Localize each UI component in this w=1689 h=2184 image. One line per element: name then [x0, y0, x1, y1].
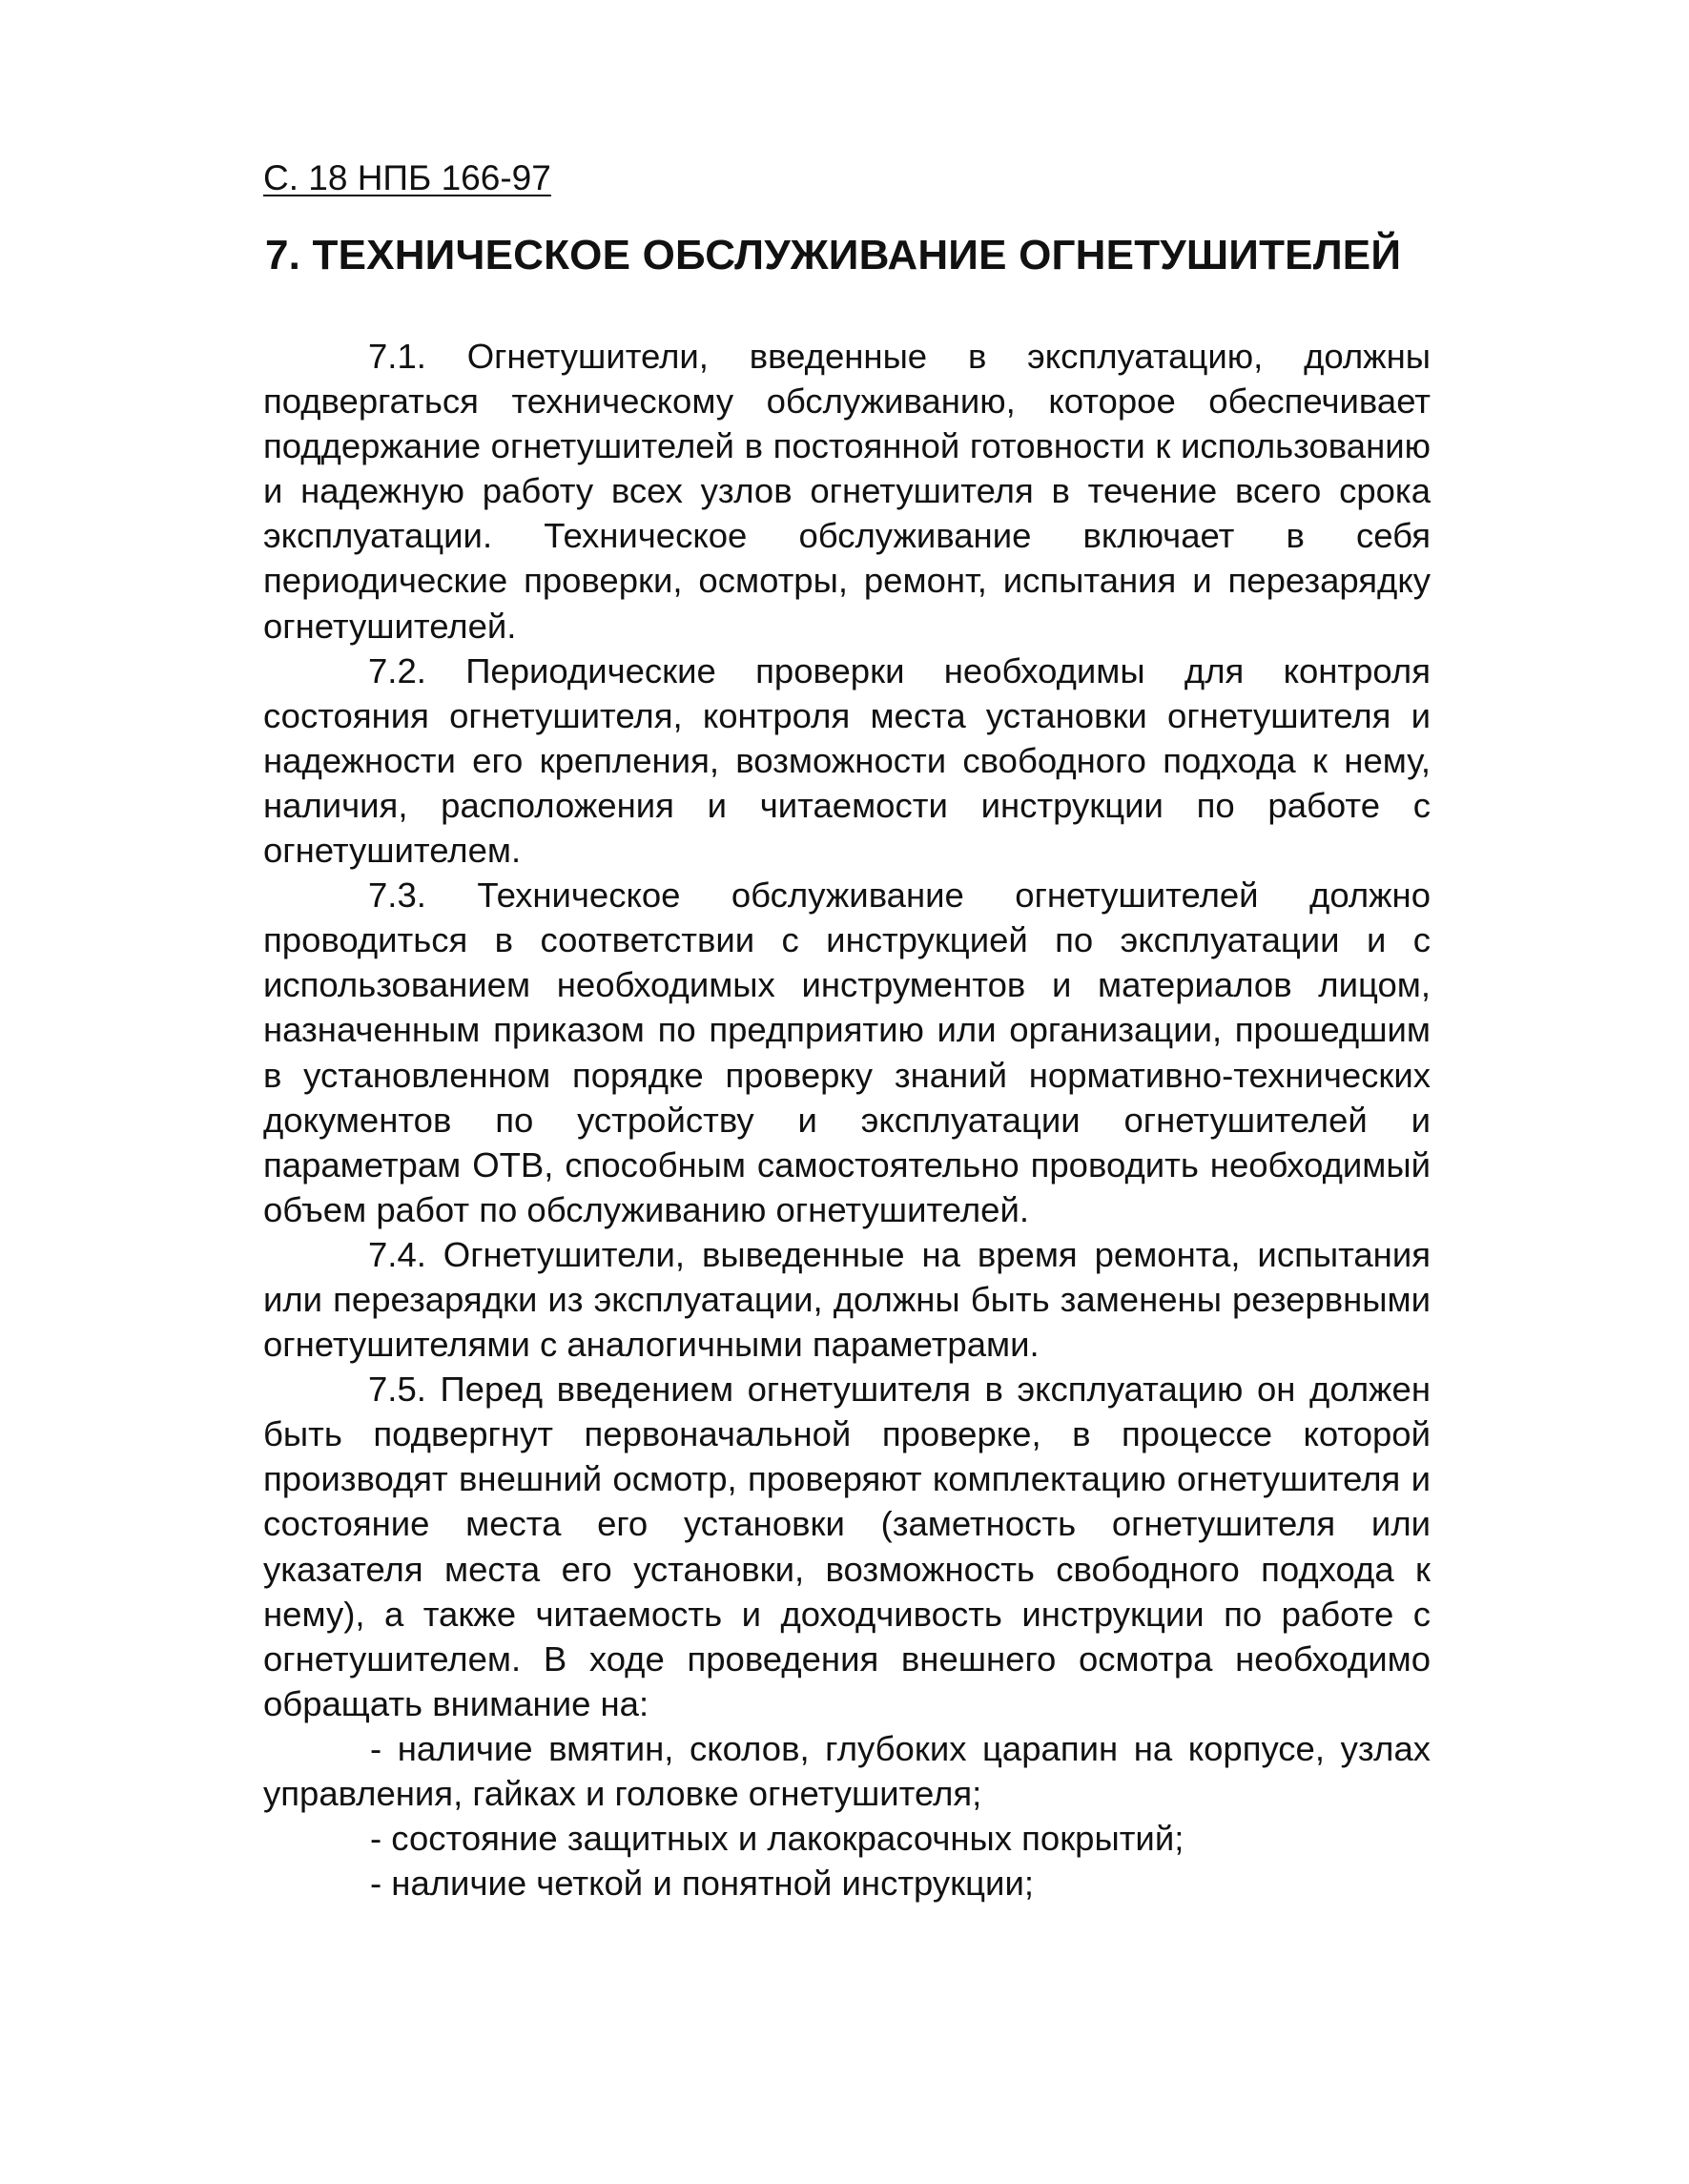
running-head: С. 18 НПБ 166-97: [263, 158, 551, 197]
paragraph-7-5: 7.5. Перед введением огнетушителя в эксплуатацию он должен быть подвергнут первоначальной проверке, в процессе которой производят внешний осмотр, проверяют комплектацию огнетушителя и состояние места его установки (заметность огнетушителя или указателя места его установки, возможность свободного подхода к нему), а также читаемость и доходчивость инструкции по работе с огнетушителем. В ходе проведения внешнего осмотра необходимо обращать внимание на:: [263, 1370, 1431, 1723]
paragraph-7-1: 7.1. Огнетушители, введенные в эксплуатацию, должны подвергаться техническому обслуживанию, которое обеспечивает поддержание огнетушителей в постоянной готовности к использованию и надежную работу всех узлов огнетушителя в течение всего срока эксплуатации. Техническое обслуживание включает в себя периодические проверки, осмотры, ремонт, испытания и перезарядку огнетушителей.: [263, 337, 1431, 646]
paragraph-7-4: 7.4. Огнетушители, выведенные на время ремонта, испытания или перезарядки из эксплуатации, должны быть заменены резервными огнетушителями с аналогичными параметрами.: [263, 1234, 1431, 1365]
section-title: 7. ТЕХНИЧЕСКОЕ ОБСЛУЖИВАНИЕ ОГНЕТУШИТЕЛЕЙ: [265, 232, 1402, 278]
list-item: - состояние защитных и лакокрасочных покрытий;: [370, 1819, 1184, 1859]
list-item: - наличие вмятин, сколов, глубоких царапин на корпусе, узлах управления, гайках и головке огнетушителя;: [263, 1728, 1431, 1813]
list-item: - наличие четкой и понятной инструкции;: [370, 1864, 1034, 1904]
body-text: [263, 334, 1431, 1906]
paragraph-7-3: 7.3. Техническое обслуживание огнетушителей должно проводиться в соответствии с инструкцией по эксплуатации и с использованием необходимых инструментов и материалов лицом, назначенным приказом по предприятию или организации, прошедшим в установленном порядке проверку знаний нормативно-технических документов по устройству и эксплуатации огнетушителей и параметрам ОТВ, способным самостоятельно проводить необходимый объем работ по обслуживанию огнетушителей.: [263, 876, 1431, 1229]
paragraph-7-2: 7.2. Периодические проверки необходимы для контроля состояния огнетушителя, контроля места установки огнетушителя и надежности его крепления, возможности свободного подхода к нему, наличия, расположения и читаемости инструкции по работе с огнетушителем.: [263, 650, 1431, 871]
